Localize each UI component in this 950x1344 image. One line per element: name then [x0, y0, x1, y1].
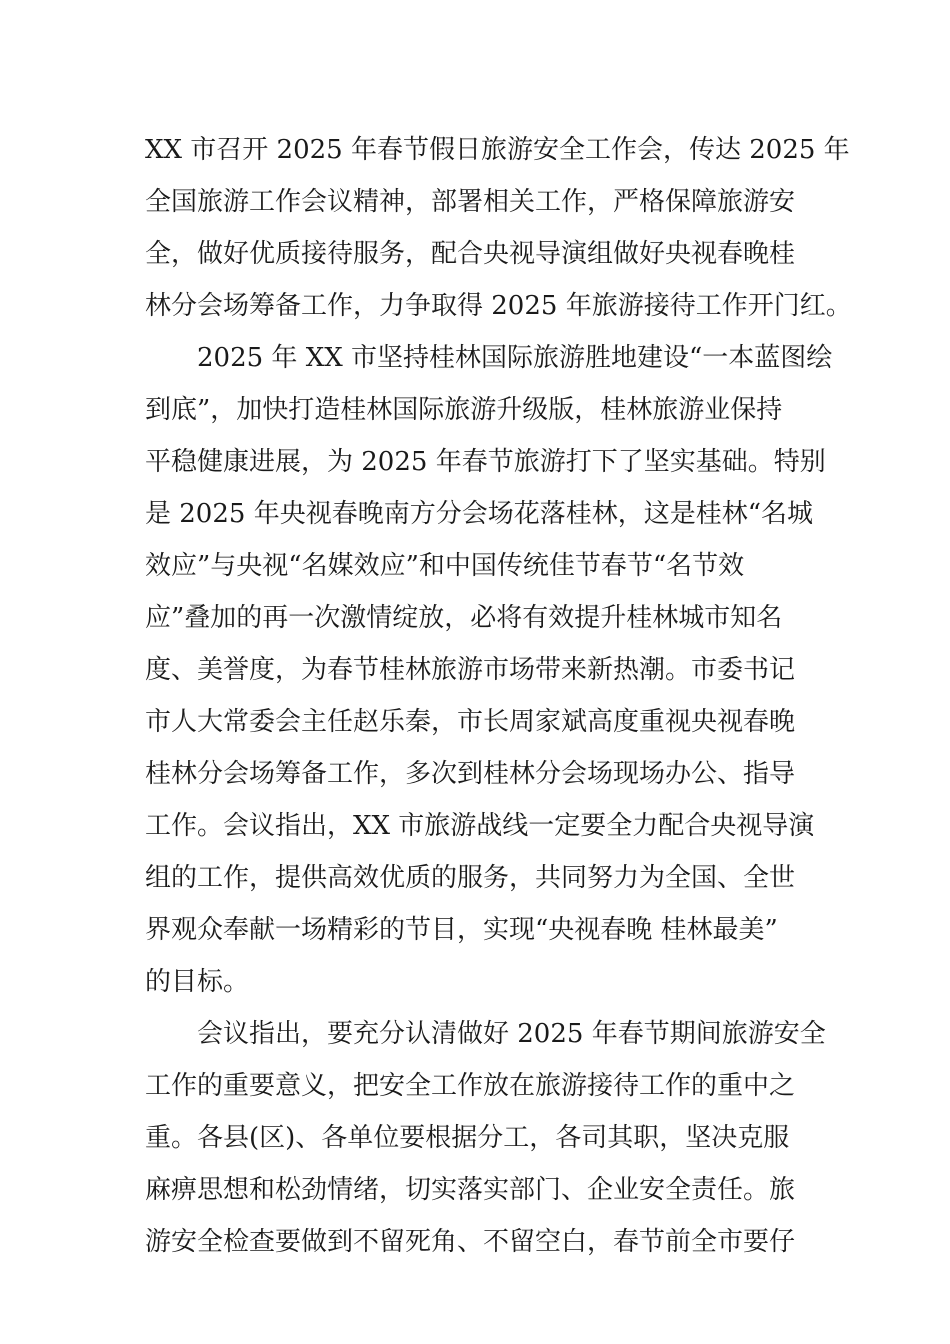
- text-line: 2025 年 XX 市坚持桂林国际旅游胜地建设“一本蓝图绘: [197, 343, 833, 373]
- text-line: 全国旅游工作会议精神，部署相关工作，严格保障旅游安: [145, 187, 796, 217]
- text-line: 应”叠加的再一次激情绽放，必将有效提升桂林城市知名: [145, 603, 783, 633]
- text-line: 重。各县(区)、各单位要根据分工，各司其职，坚决克服: [145, 1123, 790, 1153]
- text-line: 工作的重要意义，把安全工作放在旅游接待工作的重中之: [145, 1071, 796, 1101]
- text-line: 度、美誉度，为春节桂林旅游市场带来新热潮。市委书记: [145, 655, 796, 685]
- text-line: XX 市召开 2025 年春节假日旅游安全工作会，传达 2025 年: [145, 135, 850, 165]
- text-line: 麻痹思想和松劲情绪，切实落实部门、企业安全责任。旅: [145, 1175, 796, 1205]
- text-line: 界观众奉献一场精彩的节目，实现“央视春晚 桂林最美”: [145, 915, 778, 945]
- text-line: 桂林分会场筹备工作，多次到桂林分会场现场办公、指导: [145, 759, 796, 789]
- text-line: 游安全检查要做到不留死角、不留空白，春节前全市要仔: [145, 1227, 796, 1257]
- text-line: 市人大常委会主任赵乐秦，市长周家斌高度重视央视春晚: [145, 707, 796, 737]
- text-line: 工作。会议指出，XX 市旅游战线一定要全力配合央视导演: [145, 811, 815, 841]
- text-line: 林分会场筹备工作，力争取得 2025 年旅游接待工作开门红。: [145, 291, 852, 321]
- text-line: 到底”，加快打造桂林国际旅游升级版，桂林旅游业保持: [145, 395, 783, 425]
- text-line: 组的工作，提供高效优质的服务，共同努力为全国、全世: [145, 863, 796, 893]
- text-line: 的目标。: [145, 967, 250, 997]
- text-line: 全，做好优质接待服务，配合央视导演组做好央视春晚桂: [145, 239, 796, 269]
- text-line: 会议指出，要充分认清做好 2025 年春节期间旅游安全: [197, 1019, 826, 1049]
- text-line: 是 2025 年央视春晚南方分会场花落桂林，这是桂林“名城: [145, 499, 813, 529]
- text-line: 效应”与央视“名媒效应”和中国传统佳节春节“名节效: [145, 551, 745, 581]
- text-line: 平稳健康进展，为 2025 年春节旅游打下了坚实基础。特别: [145, 447, 826, 477]
